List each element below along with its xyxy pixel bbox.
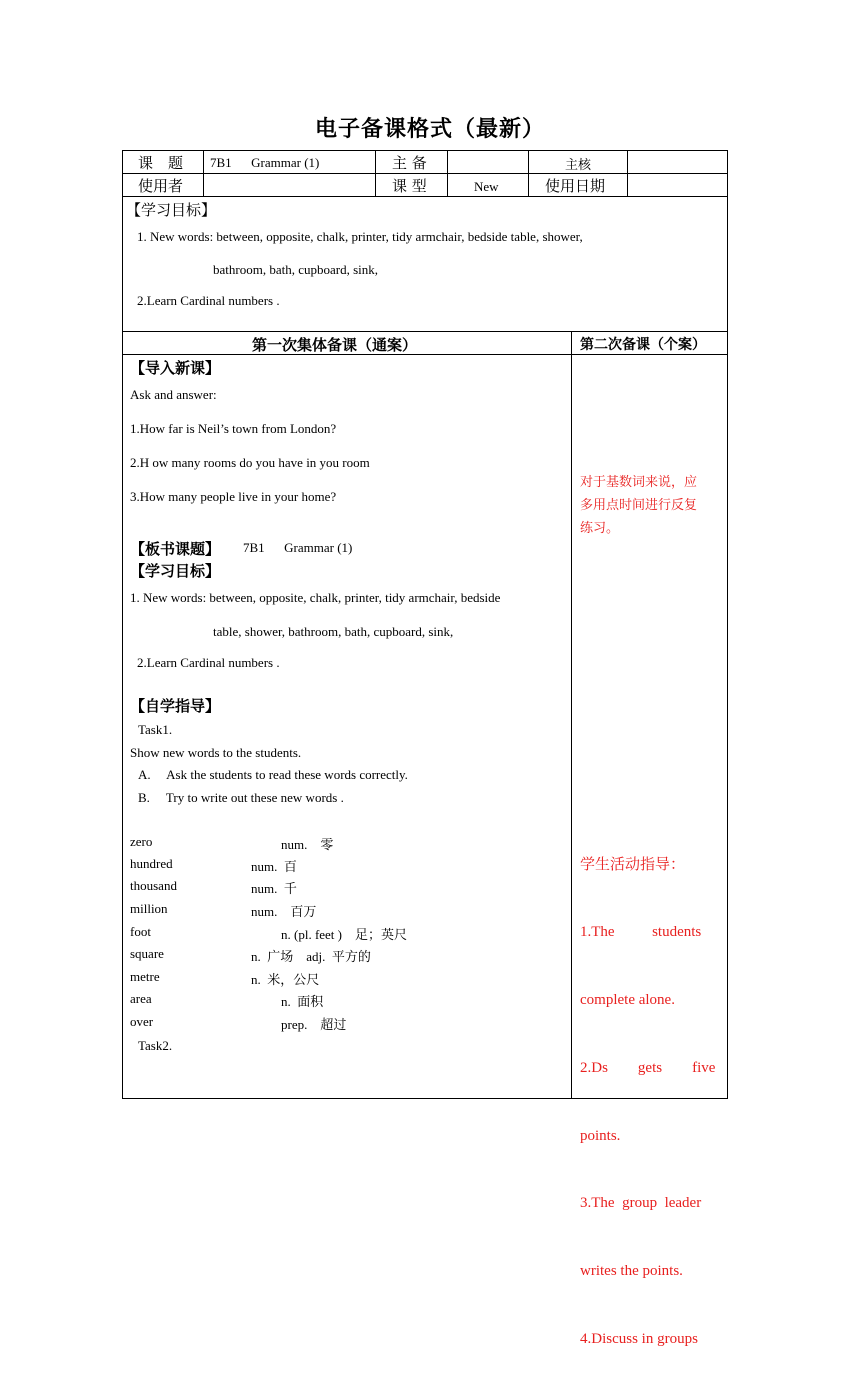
question-3: 3.How many people live in your home?: [130, 489, 337, 504]
step-b: B. Try to write out these new words .: [138, 790, 344, 805]
question-1: 1.How far is Neil’s town from London?: [130, 421, 337, 436]
vocab-meaning: num. 百: [251, 859, 297, 874]
vocab-meaning: num. 千: [251, 881, 297, 896]
teacher-note-line: 对于基数词来说，应: [580, 475, 698, 490]
right-column-header: 第二次备课（个案）: [580, 337, 706, 353]
activity-guide-line: complete alone.: [580, 991, 675, 1008]
objectives-heading: 【学习目标】: [126, 201, 217, 219]
date-label: 使用日期: [545, 177, 606, 195]
vocab-meaning: n. 米，公尺: [251, 972, 320, 987]
activity-guide-line: writes the points.: [580, 1263, 683, 1280]
vocab-meaning: num. 百万: [251, 904, 317, 919]
objectives-item1-line2: bathroom, bath, cupboard, sink,: [213, 262, 378, 277]
lesson-objectives-line3: 2.Learn Cardinal numbers .: [137, 655, 280, 670]
topic-label: 课 题: [138, 154, 184, 172]
vocab-meaning: num. 零: [281, 837, 334, 852]
vocab-word: square: [130, 946, 164, 961]
activity-guide-line: 1.The students: [580, 924, 702, 941]
type-value: New: [474, 179, 499, 194]
vocab-word: zero: [130, 834, 153, 849]
left-column-header: 第一次集体备课（通案）: [252, 336, 418, 354]
teacher-note-line: 练习。: [580, 521, 620, 536]
step-a: A. Ask the students to read these words correctly.: [138, 767, 408, 782]
intro-heading: 【导入新课】: [130, 359, 221, 377]
teacher-note-line: 多用点时间进行反复: [580, 498, 698, 513]
task1-label: Task1.: [138, 722, 173, 737]
lead-label: 主 备: [392, 154, 427, 172]
activity-guide-line: points.: [580, 1127, 621, 1144]
task2-label: Task2.: [138, 1038, 173, 1053]
vocab-word: hundred: [130, 856, 173, 871]
ask-text: Ask and answer:: [130, 387, 217, 402]
review-label: 主核: [565, 158, 592, 173]
activity-guide-line: 4.Discuss in groups: [580, 1330, 698, 1347]
activity-guide-line: 2.Ds gets five: [580, 1059, 716, 1076]
user-label: 使用者: [138, 177, 184, 195]
vocab-word: million: [130, 901, 168, 916]
topic-value: 7B1 Grammar (1): [210, 155, 320, 170]
vocab-word: metre: [130, 969, 160, 984]
vocab-word: thousand: [130, 878, 177, 893]
vocab-meaning: n. 面积: [281, 994, 324, 1009]
activity-guide-line: 3.The group leader: [580, 1195, 702, 1212]
activity-guide-heading: 学生活动指导：: [580, 855, 686, 873]
board-value: 7B1 Grammar (1): [243, 540, 353, 555]
objectives-item1-line1: 1. New words: between, opposite, chalk, printer, tidy armchair, bedside table, shower,: [137, 229, 583, 244]
teacher-note: [580, 471, 697, 540]
lesson-objectives-heading: 【学习目标】: [130, 562, 221, 580]
lesson-objectives-line1: 1. New words: between, opposite, chalk, printer, tidy armchair, bedside: [130, 590, 501, 605]
vocab-meaning: n. (pl. feet ) 足；英尺: [281, 927, 408, 942]
vocab-word: area: [130, 991, 152, 1006]
lesson-objectives-line2: table, shower, bathroom, bath, cupboard, sink,: [213, 624, 454, 639]
board-heading: 【板书课题】: [130, 540, 221, 558]
type-label: 课 型: [392, 177, 427, 195]
activity-guide-list: [580, 876, 715, 1373]
vocab-meaning: prep. 超过: [281, 1017, 347, 1032]
vocab-word: foot: [130, 924, 151, 939]
question-2: 2.H ow many rooms do you have in you room: [130, 455, 370, 470]
vocab-meaning: n. 广场 adj. 平方的: [251, 949, 371, 964]
show-words-text: Show new words to the students.: [130, 745, 302, 760]
objectives-item2: 2.Learn Cardinal numbers .: [137, 293, 280, 308]
page-title: 电子备课格式（最新）: [314, 117, 545, 142]
self-study-heading: 【自学指导】: [130, 697, 221, 715]
vocab-word: over: [130, 1014, 154, 1029]
